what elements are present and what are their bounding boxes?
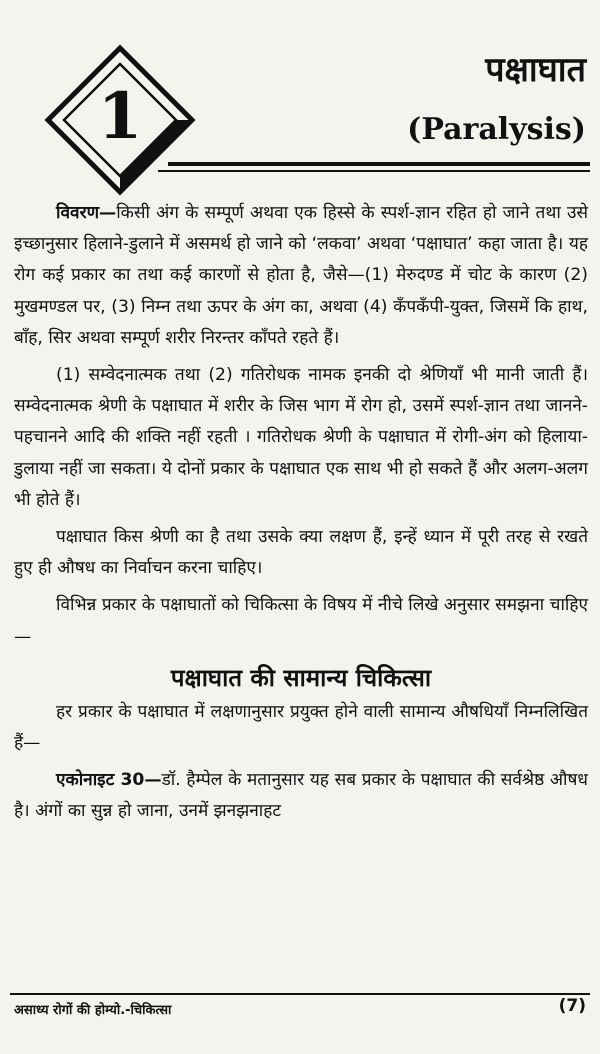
paragraph-categories <box>14 360 588 516</box>
footer-rule <box>10 993 590 995</box>
paragraph-general-remedies <box>14 697 588 759</box>
chapter-number: 1 <box>97 78 143 154</box>
paragraph-text: हर प्रकार के पक्षाघात में लक्षणानुसार प्रयुक्त होने वाली सामान्य औषधियाँ निम्नलिखित हैं— <box>14 701 588 754</box>
chapter-title-hindi: पक्षाघात <box>485 50 586 90</box>
paragraph-text: डॉ. हैम्पेल के मतानुसार यह सब प्रकार के पक्षाघात की सर्वश्रेष्ठ औषध है। अंगों का सुन्न हो जाना, उनमें झनझनाहट <box>14 770 588 822</box>
header-rule-thick <box>168 162 590 166</box>
footer-book-title: असाध्य रोगों की होम्यो.-चिकित्सा <box>14 1003 172 1018</box>
section-heading: पक्षाघात की सामान्य चिकित्सा <box>170 663 432 692</box>
paragraph-intro <box>14 590 588 652</box>
paragraph-description <box>14 198 588 354</box>
header-rule-thin <box>158 170 590 172</box>
paragraph-lead: विवरण— <box>56 203 117 223</box>
paragraph-text: किसी अंग के सम्पूर्ण अथवा एक हिस्से के स्पर्श-ज्ञान रहित हो जाने तथा उसे इच्छानुसार हिलाने-डुलाने में असमर्थ हो जाने को ‘लकवा’ अथवा ‘पक्षाघात’ कहा जाता है। यह रोग कई प्रकार का तथा कई कारणों से होता है, जैसे—(1) मेरुदण्ड में चोट के कारण (2) मुखमण्डल पर, (3) निम्न तथा ऊपर के अंग का, अथवा (4) कँपकँपी-युक्त, जिसमें कि हाथ, बाँह, सिर अथवा सम्पूर्ण शरीर निरन्तर काँपते रहते हैं। <box>14 203 588 348</box>
chapter-body <box>14 198 588 834</box>
page-number: (7) <box>558 996 586 1016</box>
paragraph-aconite <box>14 765 588 827</box>
paragraph-text: (1) सम्वेदनात्मक तथा (2) गतिरोधक नामक इनकी दो श्रेणियाँ भी मानी जाती हैं। सम्वेदनात्मक श्रेणी के पक्षाघात में शरीर के जिस भाग में रोग हो, उसमें स्पर्श-ज्ञान तथा जानने-पहचानने आदि की शक्ति नहीं रहती । गतिरोधक श्रेणी के पक्षाघात में रोगी-अंग को हिलाया-डुलाया नहीं जा सकता। ये दोनों प्रकार के पक्षाघात एक साथ भी हो सकते हैं और अलग-अलग भी होते हैं। <box>14 365 588 510</box>
chapter-badge <box>44 44 196 196</box>
paragraph-text: पक्षाघात किस श्रेणी का है तथा उसके क्या लक्षण हैं, इन्हें ध्यान में पूरी तरह से रखते हुए ही औषध का निर्वाचन करना चाहिए। <box>14 527 588 579</box>
paragraph-text: विभिन्न प्रकार के पक्षाघातों को चिकित्सा के विषय में नीचे लिखे अनुसार समझना चाहिए— <box>14 595 588 647</box>
chapter-title-english: (Paralysis) <box>407 112 586 147</box>
paragraph-diagnosis <box>14 522 588 584</box>
paragraph-lead: एकोनाइट 30— <box>56 770 162 791</box>
